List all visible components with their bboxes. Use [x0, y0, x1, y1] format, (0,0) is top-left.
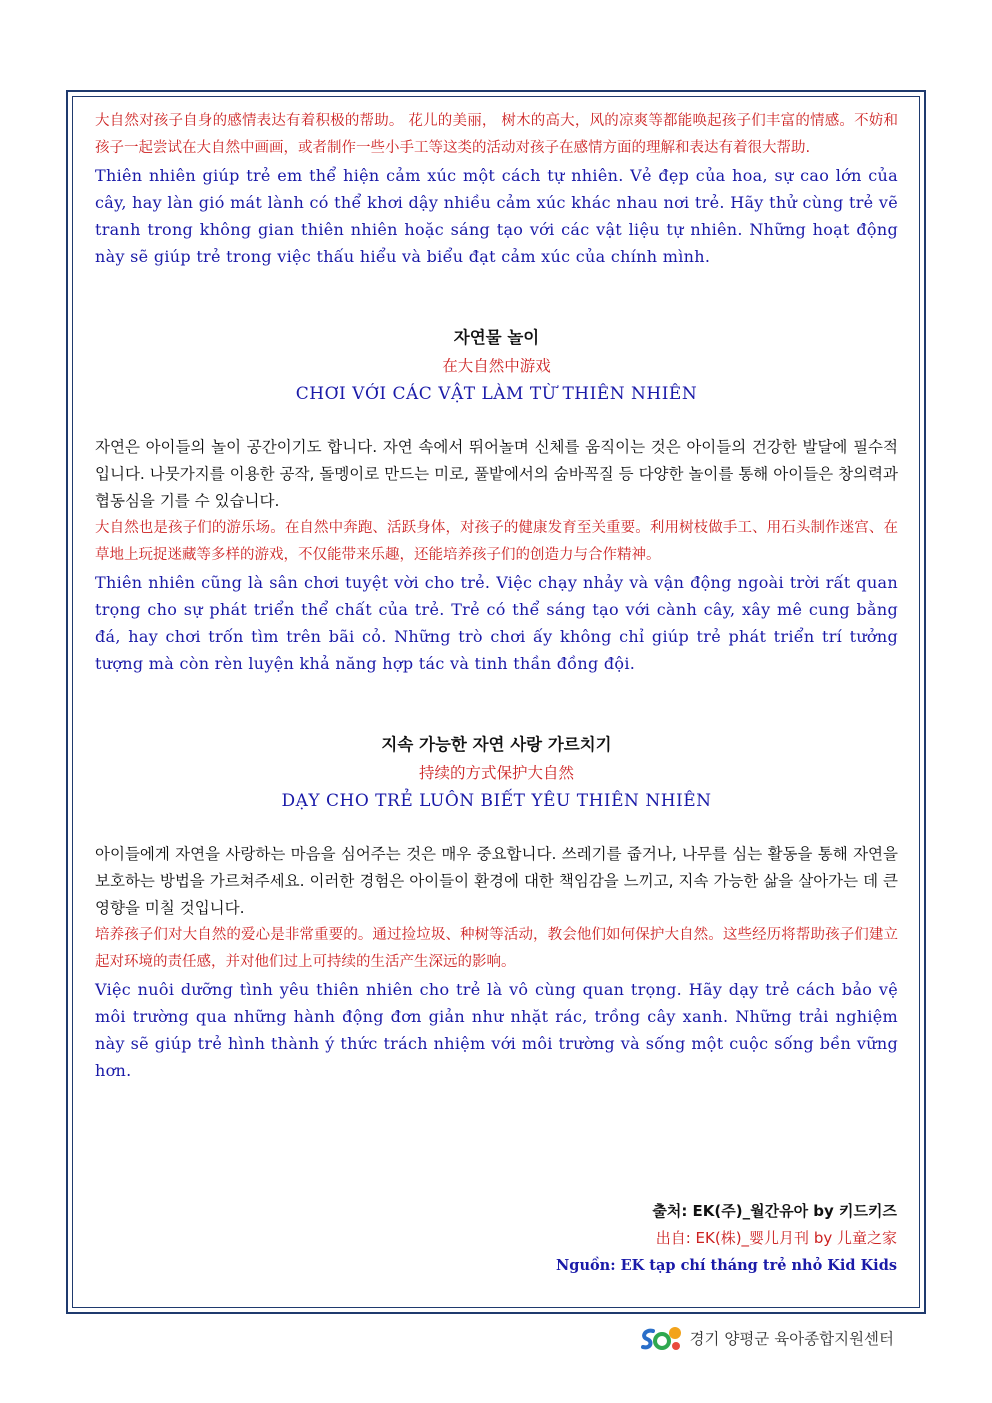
- intro-zh: 大自然对孩子自身的感情表达有着积极的帮助。 花儿的美丽， 树木的高大，风的凉爽等都能唤起孩子们丰富的情感。不妨和孩子一起尝试在大自然中画画，或者制作一些小手工等这类的活动对孩子在感情方面的理解和表达有着很大帮助.: [95, 113, 898, 156]
- section1-title-zh: 在大自然中游戏: [442, 357, 551, 375]
- section2-title-ko: 지속 가능한 자연 사랑 가르치기: [381, 735, 612, 754]
- section1-ko: 자연은 아이들의 놀이 공간이기도 합니다. 자연 속에서 뛰어놀며 신체를 움직이는 것은 아이들의 건강한 발달에 필수적입니다. 나뭇가지를 이용한 공작, 돌멩이로 만드는 미로, 풀밭에서의 숨바꼭질 등 다양한 놀이를 통해 아이들은 창의력과 협동심을 기를 수 있습니다.: [95, 438, 898, 510]
- section2-heading: [95, 731, 898, 815]
- section1-heading: [95, 324, 898, 408]
- footer-org-name: 경기 양평군 육아종합지원센터: [689, 1330, 894, 1348]
- section1-vi: Thiên nhiên cũng là sân chơi tuyệt vời cho trẻ. Việc chạy nhảy và vận động ngoài trời rất quan trọng cho sự phát triển thể chất của trẻ. Trẻ có thể sáng tạo với cành cây, xây mê cung bằng đá, hay chơi trốn tìm trên bãi cỏ. Những trò chơi ấy không chỉ giúp trẻ phát triển trí tưởng tượng mà còn rèn luyện khả năng hợp tác và tinh thần đồng đội.: [95, 573, 898, 673]
- source-credits: [556, 1198, 897, 1279]
- section2-vi: Việc nuôi dưỡng tình yêu thiên nhiên cho trẻ là vô cùng quan trọng. Hãy dạy trẻ cách bảo vệ môi trường qua những hành động đơn giản như nhặt rác, trồng cây xanh. Những trải nghiệm này sẽ giúp trẻ hình thành ý thức trách nhiệm với môi trường và sống một cuộc sống bền vững hơn.: [95, 980, 898, 1080]
- source-zh: 出自: EK(株)_婴儿月刊 by 儿童之家: [655, 1229, 897, 1247]
- section2-zh: 培养孩子们对大自然的爱心是非常重要的。通过捡垃圾、种树等活动，教会他们如何保护大自然。这些经历将帮助孩子们建立起对环境的责任感，并对他们过上可持续的生活产生深远的影响。: [95, 927, 898, 970]
- section1-title-ko: 자연물 놀이: [453, 328, 540, 347]
- section2-ko: 아이들에게 자연을 사랑하는 마음을 심어주는 것은 매우 중요합니다. 쓰레기를 줍거나, 나무를 심는 활동을 통해 자연을 보호하는 방법을 가르쳐주세요. 이러한 경험은 아이들이 환경에 대한 책임감을 느끼고, 지속 가능한 삶을 살아가는 데 큰 영향을 미칠 것입니다.: [95, 845, 898, 917]
- footer: [639, 1323, 894, 1353]
- source-ko: 출처: EK(주)_월간유아 by 키드키즈: [652, 1202, 897, 1220]
- article-body: [95, 108, 898, 1084]
- center-logo-icon: [639, 1323, 683, 1353]
- section1-zh: 大自然也是孩子们的游乐场。在自然中奔跑、活跃身体，对孩子的健康发育至关重要。利用树枝做手工、用石头制作迷宫、在草地上玩捉迷藏等多样的游戏，不仅能带来乐趣，还能培养孩子们的创造力与合作精神。: [95, 520, 898, 563]
- intro-vi: Thiên nhiên giúp trẻ em thể hiện cảm xúc một cách tự nhiên. Vẻ đẹp của hoa, sự cao lớn của cây, hay làn gió mát lành có thể khơi dậy nhiều cảm xúc khác nhau nơi trẻ. Hãy thử cùng trẻ vẽ tranh trong không gian thiên nhiên hoặc sáng tạo với các vật liệu tự nhiên. Những hoạt động này sẽ giúp trẻ trong việc thấu hiểu và biểu đạt cảm xúc của chính mình.: [95, 166, 898, 266]
- section2-title-vi: DẠY CHO TRẺ LUÔN BIẾT YÊU THIÊN NHIÊN: [281, 791, 712, 811]
- source-vi: Nguồn: EK tạp chí tháng trẻ nhỏ Kid Kids: [556, 1257, 897, 1274]
- section1-title-vi: CHƠI VỚI CÁC VẬT LÀM TỪ THIÊN NHIÊN: [295, 384, 698, 404]
- section2-title-zh: 持续的方式保护大自然: [418, 764, 574, 782]
